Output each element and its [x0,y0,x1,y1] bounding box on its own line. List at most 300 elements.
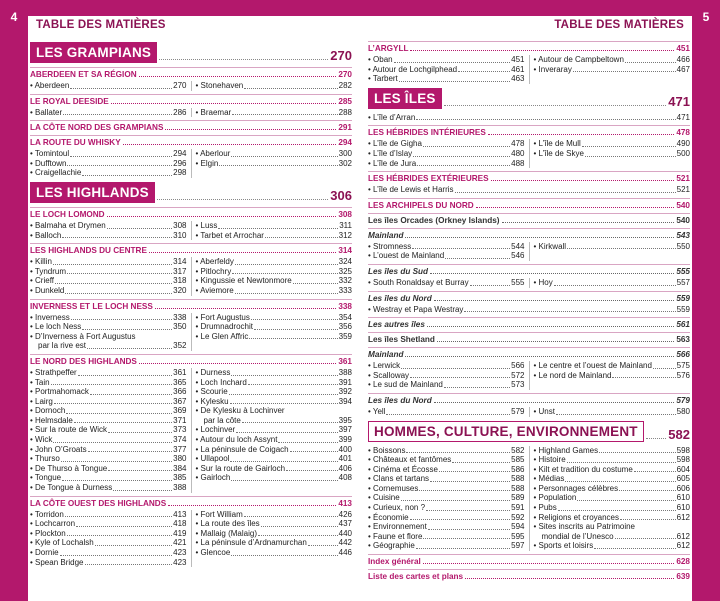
entry-page: 413 [173,509,187,519]
entry-title: • Scalloway [368,370,410,380]
running-header: TABLE DES MATIÈRES [360,16,692,34]
leader-dots [51,384,173,385]
toc-entry [196,368,353,378]
entry-columns [30,108,352,118]
entry-title: • Aberdeen [30,81,70,90]
entry-title: • Craigellachie [30,168,82,178]
leader-dots [634,471,676,472]
entry-title: • Kilt et tradition du costume [533,464,633,474]
leader-dots [265,237,338,238]
section-page: 361 [338,356,352,366]
entry-page: 298 [173,168,187,178]
toc-entry [534,484,691,494]
toc-entry [196,416,353,426]
toc-entry [534,532,691,542]
leader-dots [615,538,676,539]
leader-dots [308,545,338,546]
entry-page: 314 [173,257,187,267]
entry-column [529,55,691,84]
toc-entry [30,519,187,529]
toc-entry [196,464,353,474]
toc-entry [196,378,353,388]
entry-column [30,313,187,351]
entry-title: • La péninsule de Coigach [195,444,289,454]
entry-title: • John O’Groats [30,444,87,454]
entry-title: • Dornoch [30,406,66,416]
leader-dots [582,146,676,147]
toc-entry [196,332,353,342]
section-heading [368,125,690,137]
entry-page: 388 [338,367,352,377]
toc-entry [368,361,525,371]
toc-entry [30,168,187,178]
leader-dots [556,414,676,415]
entry-title: • Le loch Ness [30,322,82,332]
entry-title: • Cornemuses [368,483,419,493]
toc-entry [368,493,525,503]
toc-entry [368,474,525,484]
toc-entry [196,473,353,483]
entry-page: 367 [173,396,187,406]
toc-entry [30,108,187,118]
entry-page: 354 [338,312,352,322]
entry-page: 308 [173,220,187,230]
entry-title: • Crieff [30,276,54,286]
entry-page: 478 [511,139,525,149]
leader-dots [412,248,510,249]
entry-page: 555 [511,277,525,287]
entry-column [30,221,187,240]
leader-dots [82,329,172,330]
toc-entry [368,159,525,169]
toc-entry [196,286,353,296]
entry-column [529,278,691,288]
toc-entry [30,529,187,539]
entry-page: 294 [173,149,187,159]
section-heading [368,264,690,276]
section-title: Mainland [368,230,404,240]
section-page: 308 [338,209,352,219]
toc-entry [30,406,187,416]
toc-entry [196,548,353,558]
side-band [0,34,28,601]
leader-dots [455,192,676,193]
toc-entry [196,81,353,91]
entry-columns [368,305,690,315]
toc-entry [196,397,353,407]
toc-entry [534,541,691,551]
right-page [360,0,720,601]
section-heading [30,496,352,508]
toc-entry [30,538,187,548]
toc-entry [30,548,187,558]
leader-dots [413,156,510,157]
entry-title: • Westray et Papa Westray [368,304,464,314]
entry-page: 302 [338,158,352,168]
entry-page: 356 [338,322,352,332]
toc-entry [196,454,353,464]
section-heading [368,213,690,225]
toc-entry [30,286,187,296]
entry-column [191,510,353,568]
section-title: LES ARCHIPELS DU NORD [368,200,474,210]
entry-title: • Environnement [368,522,427,532]
entry-page: 598 [676,445,690,455]
leader-dots [159,59,328,60]
leader-dots [242,422,338,423]
entry-title: • Durness [195,367,231,377]
toc-entry [534,55,691,65]
entry-title: • Tomintoul [30,149,70,159]
entry-page: 391 [338,377,352,387]
toc-entry [368,305,690,315]
leader-dots [476,207,675,208]
leader-dots [410,50,674,51]
leader-dots [235,264,338,265]
leader-dots [278,442,337,443]
toc-content [368,38,690,601]
toc-entry [534,149,691,159]
toc-entry [196,425,353,435]
entry-title: • Tyndrum [30,266,66,276]
section-page: 314 [338,246,352,256]
entry-page: 352 [173,341,187,351]
entry-column [30,149,187,178]
leader-dots [67,273,172,274]
toc-entry [368,149,525,159]
toc-entry [368,455,525,465]
leader-dots [71,319,172,320]
entry-page: 466 [676,55,690,64]
entry-column [368,278,525,288]
entry-page: 446 [338,548,352,557]
entry-page: 361 [173,367,187,377]
leader-dots [577,500,675,501]
entry-page: 594 [511,522,525,532]
entry-page: 604 [676,464,690,474]
entry-page: 310 [173,230,187,240]
entry-column [368,113,690,123]
toc-entry [30,276,187,286]
leader-dots [53,442,172,443]
leader-dots [230,461,337,462]
section-title: L’ARGYLL [368,44,409,53]
entry-page: 296 [173,158,187,168]
entry-page: 320 [173,285,187,295]
toc-entry [196,267,353,277]
leader-dots [67,165,172,166]
leader-dots [74,422,172,423]
leader-dots [620,519,676,520]
chapter-heading [368,88,690,109]
toc-entry [30,464,187,474]
entry-column [368,305,690,315]
toc-entry [30,313,187,323]
section-title: Les îles du Sud [368,266,429,276]
leader-dots [423,146,510,147]
entry-title: • Faune et flore [368,531,423,541]
toc-entry [196,510,353,520]
entry-title: • Balloch [30,230,62,240]
entry-title: • Fort William [195,509,243,519]
entry-title: • Sites inscrits au Patrimoine [533,522,636,532]
toc-entry [196,231,353,241]
toc-entry [30,425,187,435]
entry-page: 576 [676,370,690,380]
running-header: TABLE DES MATIÈRES [28,16,360,34]
entry-columns [368,139,690,168]
section-page: 540 [676,215,690,225]
entry-title: • Tain [30,377,50,387]
entry-page: 490 [676,139,690,149]
leader-dots [444,105,667,106]
toc-entry [368,503,525,513]
section-page: 294 [338,138,352,148]
entry-title: • Dunkeld [30,285,65,295]
section-page: 639 [676,572,690,582]
leader-dots [445,258,510,259]
toc-entry [534,513,691,523]
entry-page: 423 [173,557,187,567]
entry-column [529,139,691,168]
entry-title: • L’île de Skye [533,148,584,158]
leader-dots [427,326,674,327]
leader-dots [646,438,667,439]
entry-title: • De Thurso à Tongue [30,463,108,473]
toc-entry [368,380,525,390]
section-heading [368,554,690,566]
entry-title: • Aberfeldy [195,257,234,267]
section-page: 521 [676,174,690,184]
entry-title: • Plockton [30,528,66,538]
entry-page: 580 [676,406,690,416]
entry-page: 461 [511,64,525,74]
section-title: LA ROUTE DU WHISKY [30,138,121,148]
section-title: Les îles Shetland [368,335,435,345]
leader-dots [416,548,510,549]
leader-dots [261,526,338,527]
section-page: 451 [676,44,690,53]
entry-page: 546 [511,251,525,261]
entry-page: 317 [173,266,187,276]
entry-title: • Inverness [30,312,70,322]
entry-title: • Tongue [30,473,62,483]
chapter-title: LES HIGHLANDS [30,182,155,203]
leader-dots [232,114,337,115]
section-title: LES HÉBRIDES INTÉRIEURES [368,128,486,138]
section-title: LE LOCH LOMOND [30,209,105,219]
entry-title: • Aviemore [195,285,234,295]
toc-entry [196,538,353,548]
toc-entry [534,455,691,465]
leader-dots [426,510,510,511]
entry-page: 374 [173,435,187,445]
entry-page: 365 [173,377,187,387]
leader-dots [65,516,172,517]
leader-dots [123,144,337,145]
entry-title: • Histoire [533,455,566,465]
toc-entry [30,445,187,455]
entry-page: 388 [173,483,187,493]
entry-title: • Stromness [368,241,412,251]
chapter-page: 306 [330,187,352,203]
leader-dots [290,451,338,452]
chapter-heading [368,421,690,442]
toc-entry [368,251,525,261]
section-page: 543 [676,230,690,240]
leader-dots [565,481,675,482]
leader-dots [410,519,511,520]
entry-column [368,139,525,168]
entry-title: • Sur la route de Wick [30,425,108,435]
section-page: 559 [676,293,690,303]
entry-page: 406 [338,463,352,473]
entry-page: 286 [173,107,187,117]
entry-page: 394 [338,396,352,406]
entry-title: • Spean Bridge [30,557,84,567]
leader-dots [416,119,675,120]
leader-dots [76,526,172,527]
entry-page: 579 [511,406,525,416]
entry-title: • Kyle of Lochalsh [30,538,94,548]
toc-entry [534,139,691,149]
section-heading [30,354,352,366]
entry-page: 350 [173,322,187,332]
entry-title: • De Tongue à Durness [30,483,113,493]
leader-dots [251,319,338,320]
leader-dots [491,180,675,181]
entry-columns [368,113,690,123]
entry-page: 598 [676,455,690,465]
entry-title: • Mallaig (Malaig) [195,528,257,538]
leader-dots [458,71,510,72]
toc-entry [534,493,691,503]
entry-page: 480 [511,148,525,158]
toc-entry [196,445,353,455]
toc-entry [30,510,187,520]
leader-dots [62,237,172,238]
section-page: 566 [676,350,690,360]
toc-entry [196,257,353,267]
entry-title: • Le nord de Mainland [533,370,612,380]
leader-dots [218,228,338,229]
section-title: LE ROYAL DEESIDE [30,96,109,106]
entry-column [368,55,525,84]
leader-dots [107,216,337,217]
section-heading [30,243,352,255]
section-heading [30,135,352,147]
leader-dots [82,175,172,176]
entry-column [30,368,187,493]
toc-entry [534,361,691,371]
entry-page: 586 [511,464,525,474]
leader-dots [231,480,337,481]
entry-page: 582 [511,445,525,455]
entry-title: • Gairloch [195,473,231,483]
leader-dots [464,311,675,312]
toc-entry [30,221,187,231]
entry-page: 589 [511,493,525,503]
leader-dots [434,402,675,403]
leader-dots [410,377,510,378]
toc-entry [368,55,525,65]
section-page: 563 [676,335,690,345]
section-title: INVERNESS ET LE LOCH NESS [30,301,153,311]
entry-page: 573 [511,380,525,390]
section-title: Les îles Orcades (Orkney Islands) [368,215,500,225]
leader-dots [168,505,336,506]
entry-page: 419 [173,528,187,538]
section-heading [30,67,352,79]
leader-dots [470,285,511,286]
section-title: Liste des cartes et plans [368,572,464,582]
entry-columns [368,278,690,288]
entry-page: 333 [338,285,352,295]
entry-title: • Géographie [368,541,415,551]
leader-dots [554,285,676,286]
entry-page: 612 [676,531,690,541]
leader-dots [108,432,172,433]
entry-columns [368,185,690,195]
entry-page: 437 [338,519,352,529]
leader-dots [65,293,172,294]
toc-entry [30,81,187,91]
entry-page: 369 [173,406,187,416]
entry-title: • Médias [533,474,565,484]
leader-dots [419,490,510,491]
leader-dots [625,62,676,63]
leader-dots [567,248,676,249]
entry-page: 325 [338,266,352,276]
section-title: Index général [368,557,421,567]
entry-page: 588 [511,474,525,484]
leader-dots [88,451,173,452]
section-title: LA CÔTE NORD DES GRAMPIANS [30,123,164,133]
entry-columns [368,361,690,390]
entry-page: 385 [173,473,187,483]
toc-entry [30,387,187,397]
toc-entry [196,108,353,118]
toc-entry [196,322,353,332]
toc-entry [30,332,187,342]
toc-entry [368,407,525,417]
leader-dots [219,165,337,166]
chapter-title: HOMMES, CULTURE, ENVIRONNEMENT [368,421,644,442]
chapter-heading [30,42,352,63]
entry-title: • Le centre et l’ouest de Mainland [533,361,652,371]
leader-dots [55,283,172,284]
page-number: 5 [692,0,720,34]
entry-column [529,361,691,390]
entry-title: • Châteaux et fantômes [368,455,452,465]
entry-page: 338 [173,312,187,322]
entry-title: • Cinéma et Écosse [368,464,438,474]
section-heading [368,198,690,210]
entry-column [30,257,187,295]
toc-entry [30,257,187,267]
entry-title: • Torridon [30,509,64,519]
leader-dots [85,564,173,565]
entry-column [368,446,525,552]
leader-dots [111,103,337,104]
entry-title: • Hoy [533,277,553,287]
entry-column [368,407,525,417]
entry-column [368,185,690,195]
leader-dots [423,538,510,539]
toc-entry [30,231,187,241]
leader-dots [236,432,337,433]
leader-dots [235,293,338,294]
